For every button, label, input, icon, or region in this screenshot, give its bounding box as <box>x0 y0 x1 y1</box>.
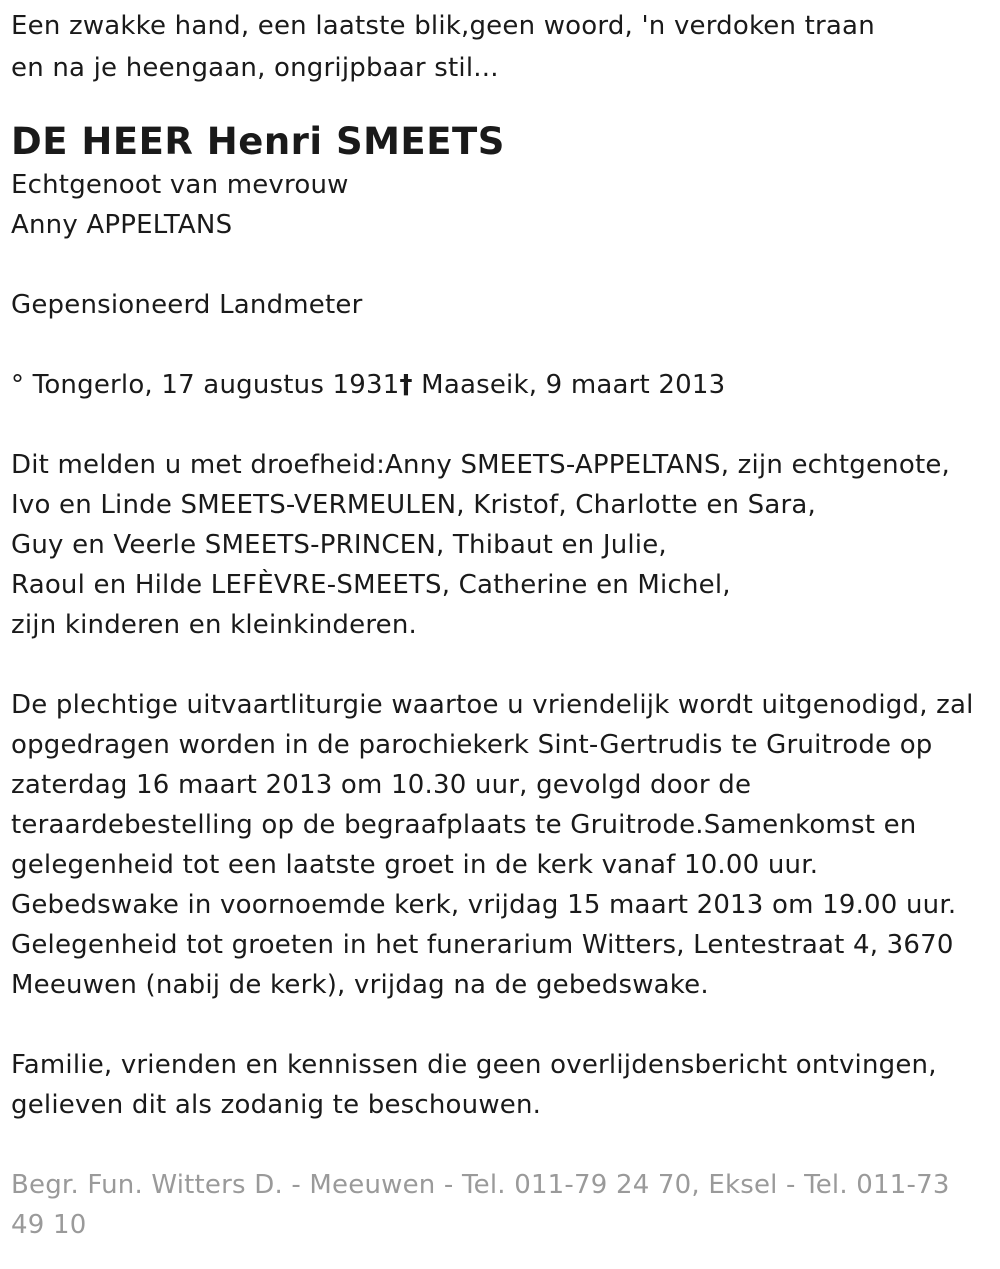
deceased-name: DE HEER Henri SMEETS <box>11 120 505 163</box>
funeral-home-footer <box>11 1165 1000 1245</box>
verse-line: en na je heengaan, ongrijpbaar stil... <box>11 53 499 83</box>
spouse-line: Anny APPELTANS <box>11 210 233 240</box>
spouse-block <box>11 165 1000 245</box>
family-block <box>11 445 1000 645</box>
dates-block <box>11 365 1000 405</box>
family-line: zijn kinderen en kleinkinderen. <box>11 610 417 640</box>
funeral-line: teraardebestelling op de begraafplaats te Gruitrode.Samenkomst en <box>11 810 917 840</box>
funeral-home-contact: Begr. Fun. Witters D. - Meeuwen - Tel. 011-79 24 70, Eksel - Tel. 011-73 49 10 <box>11 1170 950 1240</box>
family-line: Guy en Veerle SMEETS-PRINCEN, Thibaut en Julie, <box>11 530 667 560</box>
verse-line: Een zwakke hand, een laatste blik,geen woord, 'n verdoken traan <box>11 11 875 41</box>
closing-block <box>11 1045 1000 1125</box>
funeral-line: opgedragen worden in de parochiekerk Sint-Gertrudis te Gruitrode op <box>11 730 933 760</box>
death-notice <box>0 5 1000 1245</box>
funeral-block <box>11 685 1000 1005</box>
memorial-verse <box>11 5 1000 89</box>
family-line: Ivo en Linde SMEETS-VERMEULEN, Kristof, Charlotte en Sara, <box>11 490 817 520</box>
funeral-line: Meeuwen (nabij de kerk), vrijdag na de gebedswake. <box>11 970 709 1000</box>
spouse-line: Echtgenoot van mevrouw <box>11 170 349 200</box>
funeral-line: zaterdag 16 maart 2013 om 10.30 uur, gevolgd door de <box>11 770 752 800</box>
funeral-line: gelegenheid tot een laatste groet in de kerk vanaf 10.00 uur. <box>11 850 819 880</box>
funeral-line: Gelegenheid tot groeten in het funerarium Witters, Lentestraat 4, 3670 <box>11 930 954 960</box>
family-line: Dit melden u met droefheid:Anny SMEETS-APPELTANS, zijn echtgenote, <box>11 450 950 480</box>
funeral-line: De plechtige uitvaartliturgie waartoe u vriendelijk wordt uitgenodigd, zal <box>11 690 974 720</box>
funeral-line: Gebedswake in voornoemde kerk, vrijdag 15 maart 2013 om 19.00 uur. <box>11 890 957 920</box>
death-info: Maaseik, 9 maart 2013 <box>412 370 726 400</box>
cross-icon: † <box>399 370 413 400</box>
birth-death-line <box>11 365 1000 405</box>
profession: Gepensioneerd Landmeter <box>11 290 363 320</box>
family-line: Raoul en Hilde LEFÈVRE-SMEETS, Catherine en Michel, <box>11 570 731 600</box>
birth-info: ° Tongerlo, 17 augustus 1931 <box>11 370 400 400</box>
closing-line: Familie, vrienden en kennissen die geen overlijdensbericht ontvingen, <box>11 1050 937 1080</box>
closing-line: gelieven dit als zodanig te beschouwen. <box>11 1090 542 1120</box>
profession-block <box>11 285 1000 325</box>
